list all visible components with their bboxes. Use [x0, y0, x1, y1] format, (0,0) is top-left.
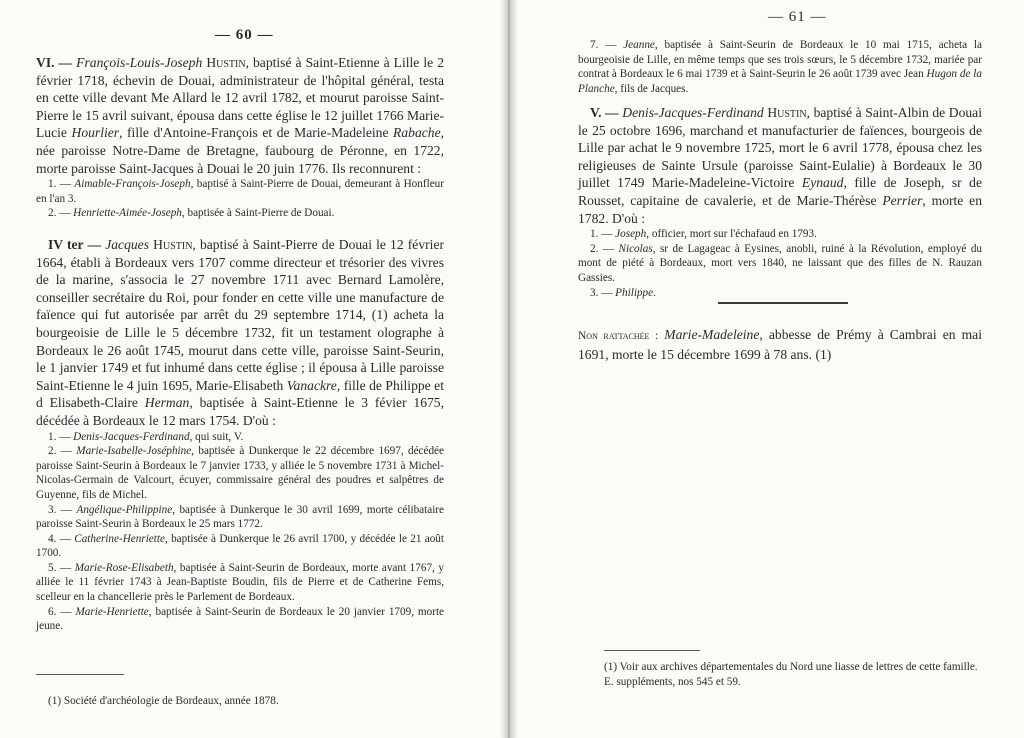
right-page [508, 0, 1024, 738]
entry-vi-text2: , fille d'Antoine-François et de Marie-Madeleine [119, 125, 394, 141]
entry-iv-text: , baptisé à Saint-Pierre de Douai le 12 février 1664, établi à Bordeaux vers 1707 comme directeur et trésorier des vivres de la marine, s'associa le 27 novembre 1711 avec Bernard Lamolère, conseiller secrétaire du Roi, pour fonder en cette ville une manufacture de faïence qui fut autorisée par arrêt du 29 septembre 1714, (1) acheta la bourgeoisie de Lille le 5 décembre 1732, fit un testament olographe à Bordeaux le 26 août 1745, mourut dans cette ville, paroisse Saint-Seurin, le 1 janvier 1749 et fut inhumé dans cette église ; il épousa à Lille paroisse Saint-Etienne le 4 juin 1695, Marie-Elisabeth [36, 237, 445, 393]
child-name: Marie-Isabelle-Joséphine [76, 445, 192, 458]
entry-v-spouse: Eynaud [801, 175, 844, 191]
entry-iv-text3: , baptisée à Saint-Etienne le 3 févier 1675, décédée à Bordeaux le 12 mars 1754. D'où : [36, 395, 444, 428]
page-number-right: — 61 — [768, 9, 827, 25]
entry-iv-child-6 [36, 605, 444, 634]
child-text: , baptisée à Saint-Seurin de Bordeaux, morte avant 1767, y alliée le 11 février 1743 à Jean-Baptiste Boudin, fils de Pierre et de Catherine Fems, scelleur en la chancellerie près le Parlement de Bordeaux. [36, 561, 444, 604]
entry-iv-child-3 [36, 503, 444, 532]
child-name: Philippe [615, 286, 654, 299]
entry-iv-numeral: IV ter — [48, 237, 102, 252]
footnote-right: (1) Voir aux archives départementales du Nord une liasse de lettres de cette famille. E. suppléments, nos 545 et 59. [604, 661, 978, 688]
entry-iv-child-1 [36, 430, 444, 445]
entry-iv-child-2 [36, 444, 444, 502]
entry-v-text: , baptisé à Saint-Albin de Douai le 25 octobre 1696, marchand et manufacturier de faïences, bourgeois de Lille par achat le 9 novembre 1725, mort le 6 avril 1778, épousa chez les religieuses de Sainte Ursule (paroisse Saint-Eulalie) à Bordeaux le 30 juillet 1749 Marie-Madeleine-Victoire [578, 105, 982, 191]
child-num: 2. — [590, 242, 615, 255]
entry-7-name: Jeanne [623, 39, 655, 51]
child-name: Denis-Jacques-Ferdinand [73, 430, 190, 443]
child-text: , baptisé à Saint-Pierre de Douai, demeurant à Honfleur en l'an 3. [36, 178, 444, 205]
entry-iv-ter [36, 236, 444, 634]
entry-7-text: , baptisée à Saint-Seurin de Bordeaux le 10 mai 1715, acheta la bourgeoisie de Lille, en même temps que ses trois sœurs, le 5 décembre 1732, mariée par contrat à Bordeaux le 6 mai 1739 et à Saint-Seurin le 26 août 1739 avec Jean [578, 39, 983, 81]
entry-v-child-1 [578, 227, 982, 242]
entry-iv-child-5 [36, 561, 444, 605]
page-number-left: — 60 — [215, 27, 274, 43]
left-page [0, 0, 508, 738]
entry-iv-text2: , fille de Philippe et d Elisabeth-Claire [36, 377, 444, 411]
child-name: Catherine-Henriette [74, 532, 165, 545]
entry-v-surname: Hustin [767, 105, 807, 120]
child-text: , baptisée à Saint-Pierre de Douai. [181, 207, 335, 220]
non-rattachee-label: Non rattachée : [578, 330, 659, 342]
child-num: 5. — [48, 561, 72, 574]
book-gutter [500, 0, 518, 738]
entry-v-text2: , fille de Joseph, sr de Rousset, capitaine de cavalerie, et de Marie-Thérèse [578, 175, 982, 208]
child-text: , sr de Lagageac à Eysines, anobli, ruiné à la Révolution, employé du mont de piété à Bordeaux, mort vers 1840, ne laissant que des filles de N. Rauzan Gassies. [578, 242, 983, 284]
entry-7-text2: , fils de Jacques. [614, 82, 689, 95]
entry-vi-mother: Rabache [393, 125, 441, 141]
entry-7-paragraph [578, 38, 982, 96]
child-name: Angélique-Philippine [76, 503, 173, 516]
entry-vi-child-1 [36, 177, 444, 206]
section-divider [718, 302, 848, 304]
footnote-left: (1) Société d'archéologie de Bordeaux, année 1878. [48, 695, 279, 707]
entry-vi-surname: Hustin [206, 55, 246, 70]
child-text: . [653, 286, 656, 299]
child-num: 1. — [48, 430, 71, 443]
child-text: , baptisée à Dunkerque le 22 décembre 1697, décédée paroisse Saint-Seurin à Bordeaux le 7 janvier 1733, y alliée le 5 novembre 1731 à Michel-Nicolas-Germain de Valcourt, écuyer, commissaire général des poudres et salpêtres de Guyenne, fils de Michel. [36, 445, 444, 501]
entry-vi-child-2 [36, 206, 444, 221]
entry-v-child-2 [578, 242, 982, 286]
entry-7-jeanne [578, 38, 982, 96]
entry-v-paragraph [578, 104, 982, 227]
footnote-rule-left [36, 674, 124, 675]
child-name: Henriette-Aimée-Joseph [73, 207, 182, 220]
entry-iv-paragraph [36, 236, 444, 430]
child-text: , officier, mort sur l'échafaud en 1793. [646, 228, 817, 241]
entry-vi-text: , baptisé à Saint-Etienne à Lille le 2 février 1718, échevin de Douai, administrateur de l'hôpital général, testa en cette ville devant Me Allard le 12 avril 1782, et mourut paroisse Saint-Pierre le 15 avril suivant, épousa dans cette église le 12 juillet 1766 Marie-Lucie [36, 55, 444, 141]
entry-vi-spouse: Hourlier [71, 125, 120, 141]
entry-iv-child-4 [36, 532, 444, 561]
entry-v-text3: , morte en 1782. D'où : [578, 192, 983, 226]
entry-vi [36, 54, 444, 221]
non-rattachee-paragraph [578, 326, 982, 363]
child-num: 2. — [48, 207, 71, 220]
non-rattachee-name: Marie-Madeleine [664, 327, 760, 342]
child-text: , qui suit, V. [189, 430, 244, 443]
entry-vi-paragraph [36, 54, 444, 177]
entry-vi-text3: , née paroisse Notre-Dame de Bretagne, faubourg de Péronne, en 1722, morte paroisse Saint-Jacques à Douai le 20 juin 1776. Ils reconnurent : [36, 125, 445, 176]
entry-7-num: 7. — [590, 39, 617, 51]
non-rattachee [578, 326, 982, 363]
child-num: 4. — [48, 532, 71, 545]
child-num: 1. — [590, 228, 613, 241]
child-text: , baptisée à Dunkerque le 30 avril 1699, morte célibataire paroisse Saint-Seurin à Bordeaux le 25 mars 1772. [36, 503, 444, 531]
entry-vi-name: François-Louis-Joseph [76, 55, 203, 70]
child-name: Marie-Henriette [75, 605, 149, 618]
non-rattachee-text: , abbesse de Prémy à Cambrai en mai 1691, morte le 15 décembre 1699 à 78 ans. (1) [578, 327, 982, 362]
child-num: 1. — [48, 178, 71, 191]
child-num: 3. — [48, 503, 73, 516]
child-name: Marie-Rose-Elisabeth [74, 561, 174, 574]
entry-iv-surname: Hustin [153, 237, 193, 252]
child-text: , baptisée à Dunkerque le 26 avril 1700, y décédée le 21 août 1700. [36, 532, 445, 560]
child-name: Joseph [615, 228, 647, 241]
entry-v-name: Denis-Jacques-Ferdinand [622, 105, 764, 120]
entry-iv-spouse-mother: Herman [144, 395, 190, 411]
child-num: 2. — [48, 445, 72, 458]
child-num: 3. — [590, 286, 613, 299]
entry-v-spouse-mother: Perrier [882, 192, 923, 208]
child-name: Aimable-François-Joseph [74, 178, 191, 191]
entry-7-husband: Hugon de la Planche [578, 68, 983, 95]
child-text: , baptisée à Saint-Seurin de Bordeaux le 20 janvier 1709, morte jeune. [36, 605, 445, 633]
child-num: 6. — [48, 605, 72, 618]
footnote-rule-right [604, 650, 700, 651]
entry-v-numeral: V. — [590, 105, 619, 120]
entry-v-child-3 [578, 286, 982, 301]
entry-iv-spouse: Vanackre [286, 377, 337, 393]
entry-v [578, 104, 982, 300]
entry-vi-numeral: VI. — [36, 55, 73, 70]
entry-iv-name: Jacques [105, 237, 150, 252]
child-name: Nicolas [618, 242, 653, 255]
